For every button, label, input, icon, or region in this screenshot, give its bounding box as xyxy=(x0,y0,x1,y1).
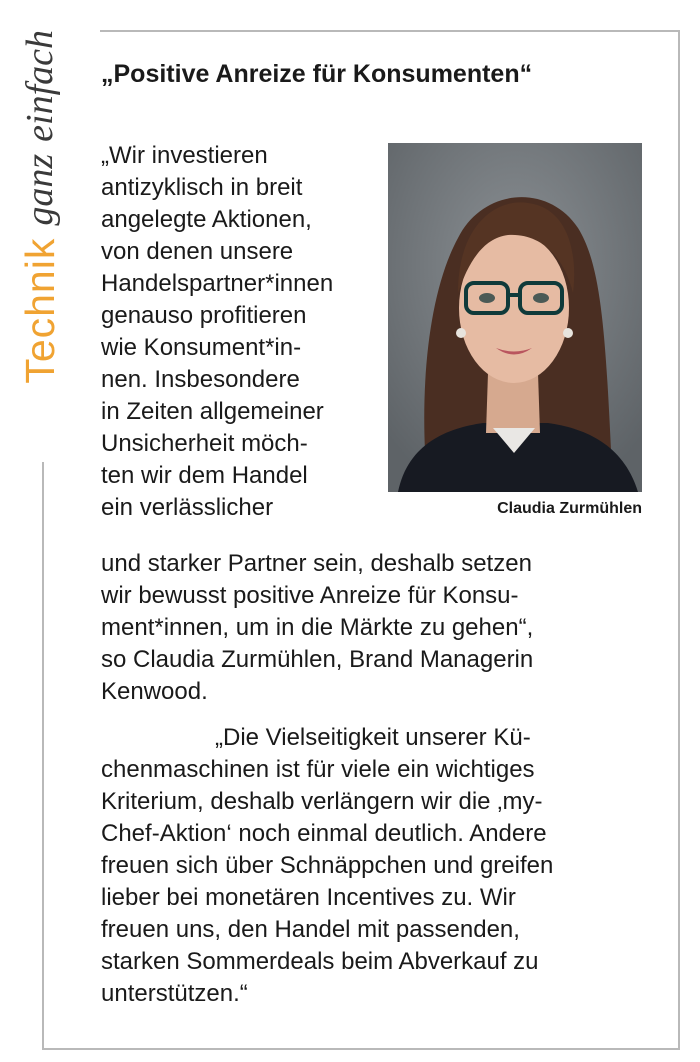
article-paragraph-wide xyxy=(101,548,661,708)
frame-left-border xyxy=(42,462,44,1050)
text-line: so Claudia Zurmühlen, Brand Managerin xyxy=(101,646,534,673)
text-line: ein verlässlicher xyxy=(101,494,274,521)
text-line: chenmaschinen ist für viele ein wichtiges xyxy=(101,756,535,783)
text-line: nen. Insbesondere xyxy=(101,366,300,393)
text-line: wir bewusst positive Anreize für Konsu- xyxy=(101,582,519,609)
frame-right-border xyxy=(678,30,680,1050)
section-label-einfach: einfach xyxy=(19,30,61,142)
text-line: angelegte Aktionen, xyxy=(101,206,312,233)
section-label xyxy=(10,30,70,450)
article-paragraph-narrow xyxy=(101,140,661,524)
text-line: „Die Vielseitigkeit unserer Kü- xyxy=(215,724,531,751)
section-label-ganz: ganz xyxy=(19,153,61,226)
text-line: freuen uns, den Handel mit passenden, xyxy=(101,916,520,943)
text-line: Chef-Aktion‘ noch einmal deutlich. Andere xyxy=(101,820,547,847)
text-line: Handelspartner*innen xyxy=(101,270,334,297)
text-line: Unsicherheit möch- xyxy=(101,430,308,457)
frame-bottom-border xyxy=(42,1048,680,1050)
text-line: freuen sich über Schnäppchen und greifen xyxy=(101,852,554,879)
text-line: genauso profitieren xyxy=(101,302,307,329)
frame-top-border xyxy=(100,30,680,32)
text-line: lieber bei monetären Incentives zu. Wir xyxy=(101,884,516,911)
text-line: Kriterium, deshalb verlängern wir die ‚my- xyxy=(101,788,543,815)
text-line: in Zeiten allgemeiner xyxy=(101,398,324,425)
photo-caption: Claudia Zurmühlen xyxy=(497,500,642,517)
text-line: starken Sommerdeals beim Abverkauf zu xyxy=(101,948,539,975)
article-paragraph-second xyxy=(101,722,661,1010)
text-line: wie Konsument*in- xyxy=(101,334,302,361)
article-headline: „Positive Anreize für Konsumenten“ xyxy=(101,60,533,88)
text-line: antizyklisch in breit xyxy=(101,174,303,201)
text-line: ment*innen, um in die Märkte zu gehen“, xyxy=(101,614,534,641)
section-label-technik: Technik xyxy=(16,237,63,384)
text-line: Kenwood. xyxy=(101,678,208,705)
text-line: von denen unsere xyxy=(101,238,294,265)
text-line: „Wir investieren xyxy=(101,142,268,169)
text-line: unterstützen.“ xyxy=(101,980,248,1007)
text-line: und starker Partner sein, deshalb setzen xyxy=(101,550,532,577)
text-line: ten wir dem Handel xyxy=(101,462,308,489)
